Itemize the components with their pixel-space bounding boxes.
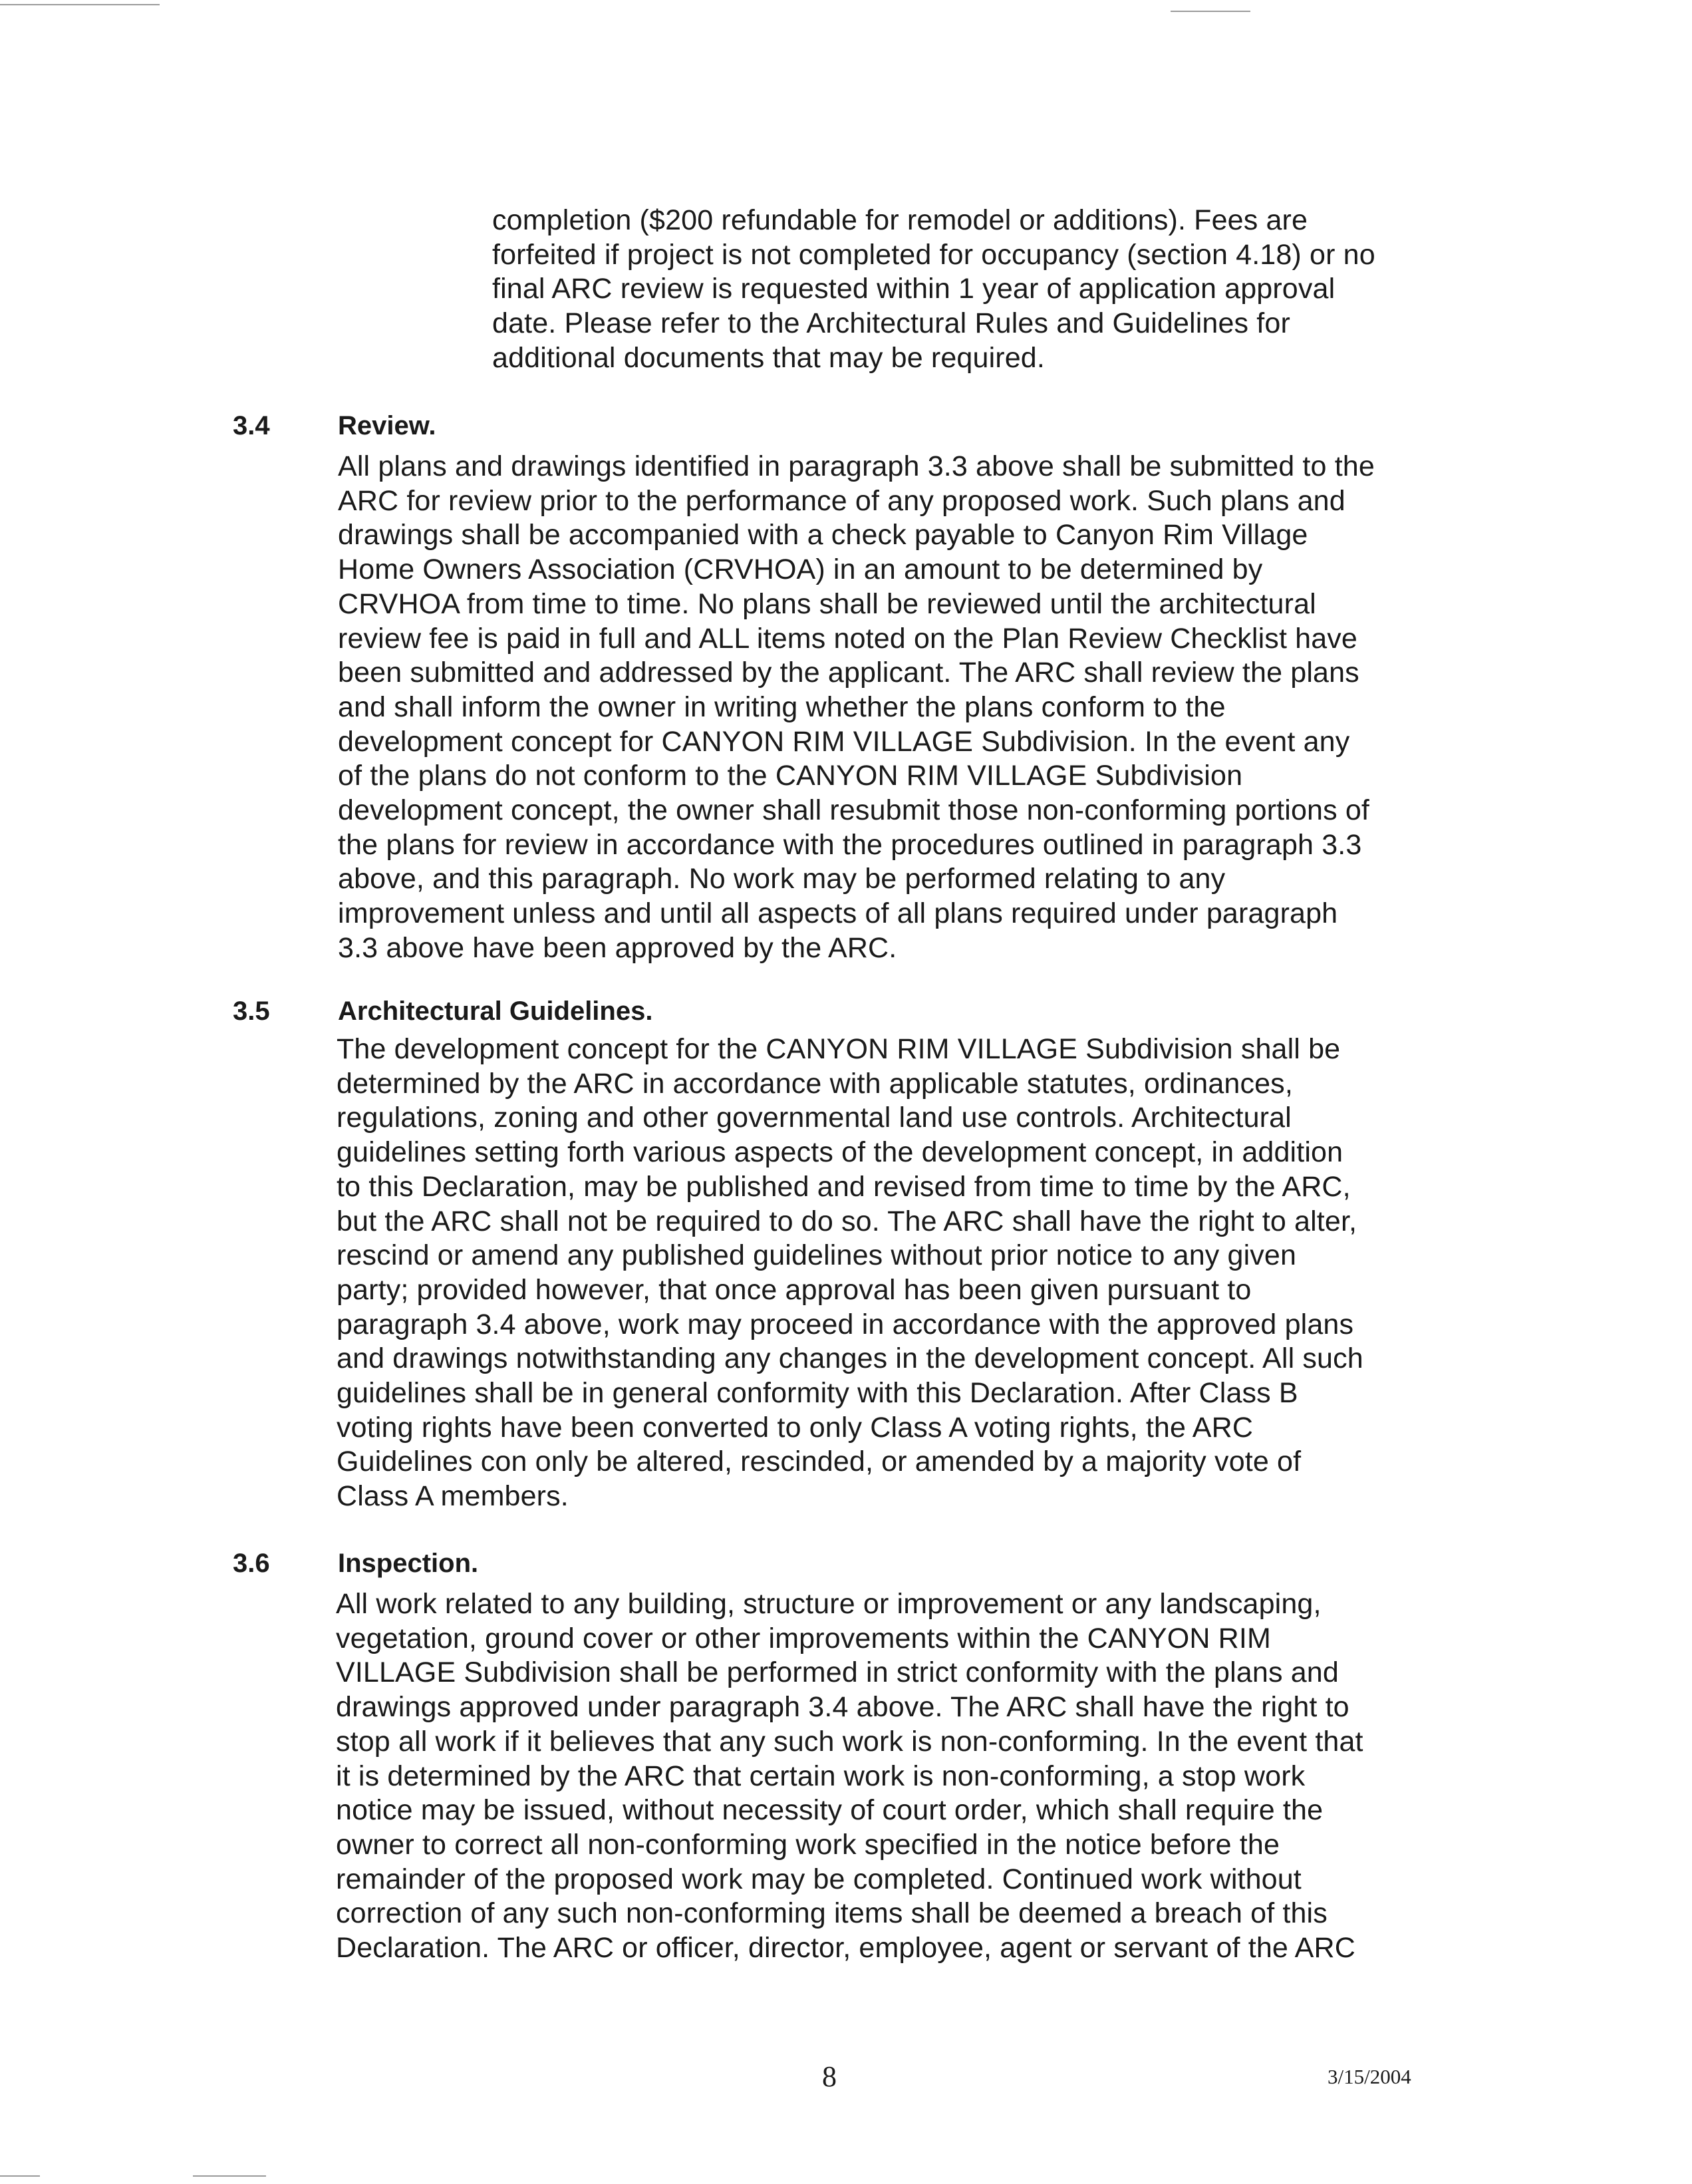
text-line: final ARC review is requested within 1 year of application approval	[492, 273, 1336, 305]
text-line: All work related to any building, structure or improvement or any landscaping,	[336, 1588, 1322, 1620]
section-3-6-title: Inspection.	[338, 1549, 479, 1578]
text-line: The development concept for the CANYON RIM VILLAGE Subdivision shall be	[337, 1033, 1341, 1065]
text-line: the plans for review in accordance with the procedures outlined in paragraph 3.3	[338, 828, 1362, 861]
scan-artifact-bottom-mid	[193, 2175, 266, 2177]
text-line: drawings shall be accompanied with a check payable to Canyon Rim Village	[338, 519, 1308, 551]
document-date: 3/15/2004	[1328, 2065, 1411, 2088]
text-line: All plans and drawings identified in paragraph 3.3 above shall be submitted to the	[338, 450, 1375, 482]
text-line: review fee is paid in full and ALL items noted on the Plan Review Checklist have	[338, 622, 1357, 655]
section-3-6-body	[336, 1587, 1363, 1966]
text-line: party; provided however, that once approval has been given pursuant to	[337, 1273, 1252, 1306]
text-line: above, and this paragraph. No work may be performed relating to any	[338, 863, 1226, 895]
scan-artifact-top-left	[0, 4, 160, 5]
text-line: been submitted and addressed by the applicant. The ARC shall review the plans	[338, 657, 1359, 689]
text-line: Guidelines con only be altered, rescinded, or amended by a majority vote of	[337, 1446, 1302, 1478]
scan-artifact-bottom-left	[0, 2175, 40, 2177]
text-line: remainder of the proposed work may be completed. Continued work without	[336, 1863, 1302, 1895]
text-line: Declaration. The ARC or officer, director, employee, agent or servant of the ARC	[336, 1932, 1355, 1964]
text-line: drawings approved under paragraph 3.4 above. The ARC shall have the right to	[336, 1691, 1349, 1724]
text-line: but the ARC shall not be required to do so. The ARC shall have the right to alter,	[337, 1205, 1357, 1237]
section-3-6-number: 3.6	[233, 1549, 270, 1578]
continuation-paragraph	[492, 204, 1375, 376]
text-line: 3.3 above have been approved by the ARC.	[338, 931, 897, 964]
section-3-4-title: Review.	[338, 411, 436, 440]
section-3-4-number: 3.4	[233, 411, 270, 440]
text-line: voting rights have been converted to only Class A voting rights, the ARC	[337, 1411, 1254, 1444]
section-3-5-body	[337, 1032, 1363, 1514]
section-3-4-body	[338, 450, 1375, 966]
text-line: notice may be issued, without necessity of court order, which shall require the	[336, 1794, 1324, 1827]
text-line: determined by the ARC in accordance with applicable statutes, ordinances,	[337, 1067, 1293, 1100]
text-line: and shall inform the owner in writing whether the plans conform to the	[338, 691, 1226, 723]
page-number: 8	[822, 2060, 837, 2093]
text-line: of the plans do not conform to the CANYON RIM VILLAGE Subdivision	[338, 760, 1243, 792]
text-line: date. Please refer to the Architectural Rules and Guidelines for	[492, 307, 1290, 340]
text-line: improvement unless and until all aspects of all plans required under paragraph	[338, 897, 1338, 930]
text-line: vegetation, ground cover or other improvements within the CANYON RIM	[336, 1622, 1271, 1654]
text-line: paragraph 3.4 above, work may proceed in accordance with the approved plans	[337, 1308, 1354, 1340]
text-line: it is determined by the ARC that certain work is non-conforming, a stop work	[336, 1760, 1306, 1792]
text-line: development concept for CANYON RIM VILLAGE Subdivision. In the event any	[338, 725, 1350, 758]
section-3-5-number: 3.5	[233, 997, 270, 1026]
text-line: guidelines setting forth various aspects of the development concept, in addition	[337, 1136, 1343, 1169]
text-line: forfeited if project is not completed for occupancy (section 4.18) or no	[492, 238, 1375, 271]
text-line: owner to correct all non-conforming work specified in the notice before the	[336, 1828, 1280, 1861]
text-line: regulations, zoning and other governmental land use controls. Architectural	[337, 1102, 1292, 1134]
section-3-5-title: Architectural Guidelines.	[338, 997, 653, 1026]
text-line: Home Owners Association (CRVHOA) in an amount to be determined by	[338, 553, 1263, 586]
text-line: stop all work if it believes that any such work is non-conforming. In the event that	[336, 1725, 1363, 1758]
text-line: CRVHOA from time to time. No plans shall be reviewed until the architectural	[338, 587, 1316, 620]
text-line: guidelines shall be in general conformity with this Declaration. After Class B	[337, 1377, 1298, 1410]
scan-artifact-top-right	[1171, 11, 1250, 12]
text-line: Class A members.	[337, 1480, 569, 1513]
text-line: completion ($200 refundable for remodel or additions). Fees are	[492, 204, 1308, 236]
text-line: correction of any such non-conforming items shall be deemed a breach of this	[336, 1897, 1328, 1930]
text-line: ARC for review prior to the performance of any proposed work. Such plans and	[338, 484, 1345, 517]
text-line: VILLAGE Subdivision shall be performed in strict conformity with the plans and	[336, 1656, 1339, 1689]
text-line: additional documents that may be required.	[492, 341, 1045, 374]
text-line: and drawings notwithstanding any changes in the development concept. All such	[337, 1342, 1363, 1375]
text-line: development concept, the owner shall resubmit those non-conforming portions of	[338, 794, 1370, 827]
text-line: to this Declaration, may be published and revised from time to time by the ARC,	[337, 1170, 1351, 1203]
text-line: rescind or amend any published guidelines without prior notice to any given	[337, 1239, 1297, 1272]
